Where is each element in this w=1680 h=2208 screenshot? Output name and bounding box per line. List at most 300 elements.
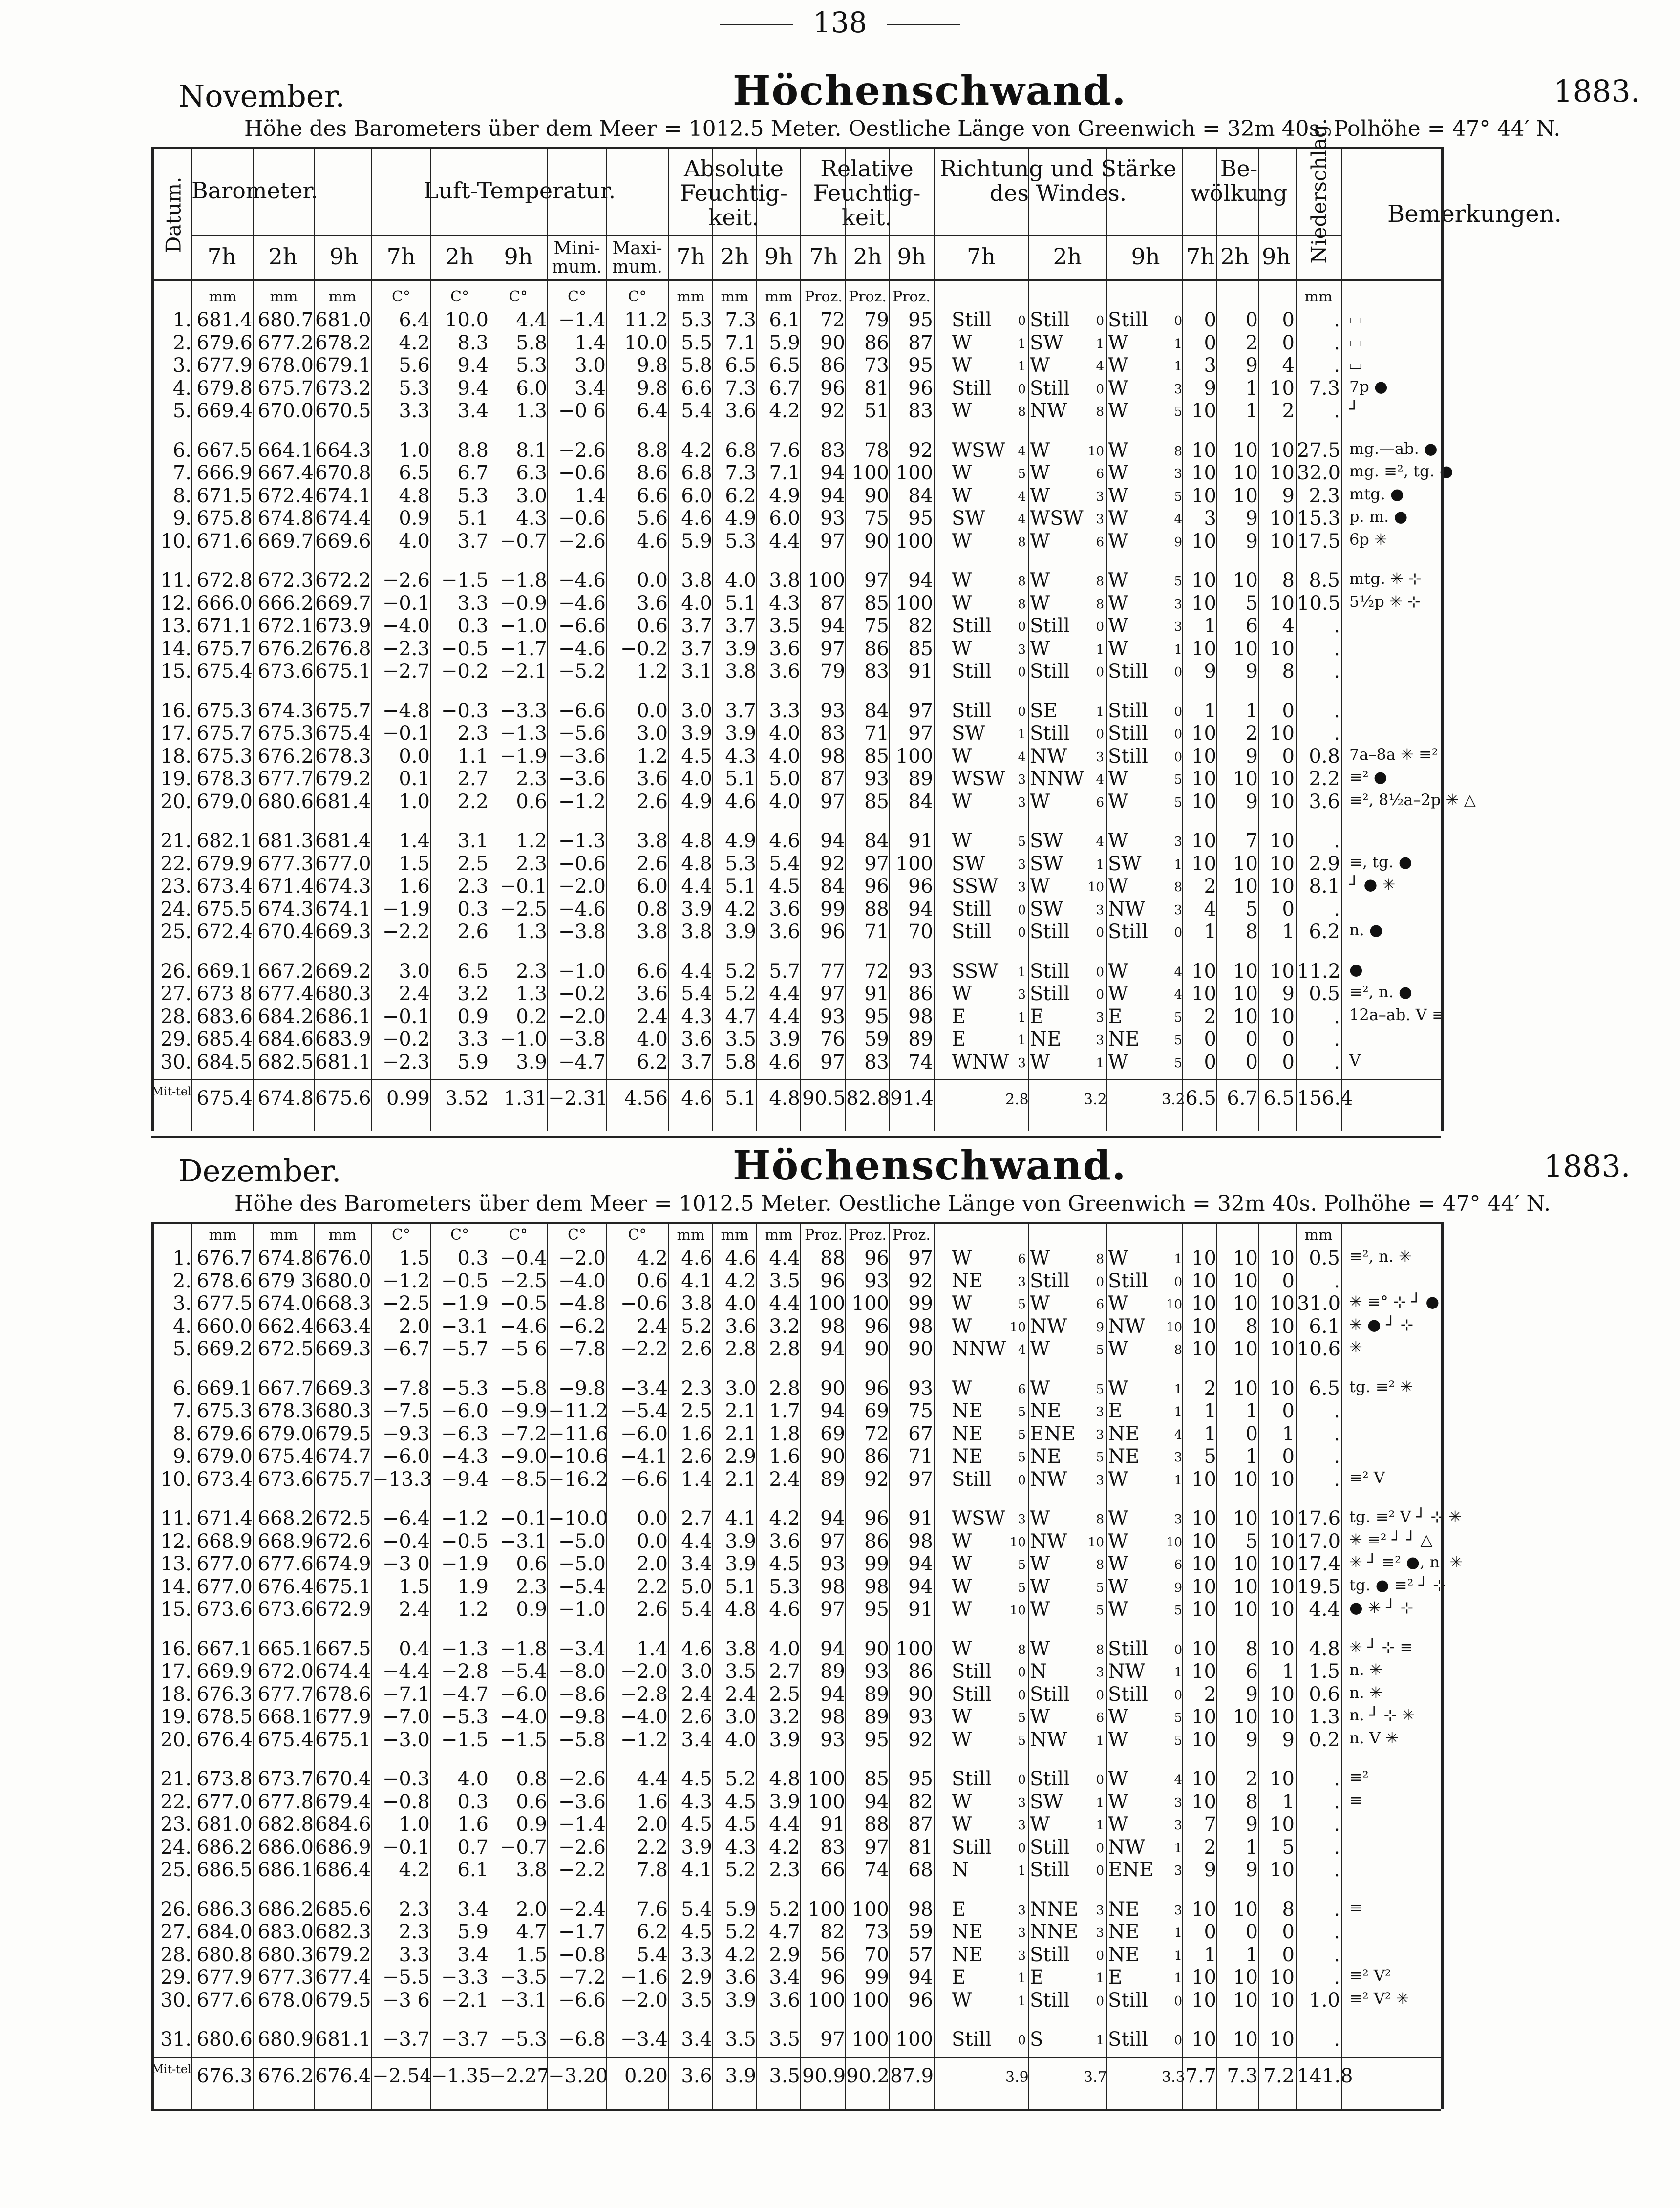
- table-cell: 57: [908, 1943, 933, 1966]
- remark: ● ✳ ┘ ⊹: [1349, 1598, 1414, 1617]
- table-cell: 98: [820, 1575, 845, 1598]
- remark: tg. ≡² V ┘ ⊹ ✳: [1349, 1507, 1462, 1526]
- row-date: 8.: [172, 1422, 191, 1445]
- table-cell: 2.0: [516, 1898, 547, 1921]
- column-rule: [1182, 1222, 1183, 2109]
- table-cell: 10.0: [624, 331, 668, 354]
- table-cell: 5.0: [681, 1575, 712, 1598]
- table-cell: 1: [1174, 1948, 1182, 1963]
- table-top-rule: [151, 1222, 1441, 1224]
- table-cell: 3: [1096, 1010, 1104, 1025]
- table-cell: 679.2: [315, 768, 371, 790]
- unit-label: Proz.: [893, 1226, 931, 1243]
- table-cell: N: [952, 1859, 969, 1881]
- table-cell: W: [1108, 354, 1128, 377]
- table-cell: 664.1: [257, 439, 314, 462]
- table-cell: 672.4: [257, 484, 314, 507]
- table-cell: 1: [1174, 1252, 1182, 1266]
- table-cell: S: [1030, 2028, 1043, 2051]
- table-cell: 0.6: [516, 1790, 547, 1813]
- table-cell: 4.6: [725, 790, 756, 813]
- table-cell: 0: [1282, 1028, 1295, 1050]
- table-cell: 2.0: [637, 1553, 668, 1575]
- table-cell: −4.0: [558, 1269, 606, 1292]
- table-cell: −4.8: [558, 1292, 606, 1315]
- table-cell: 2.9: [1309, 852, 1340, 875]
- table-cell: 3: [1018, 1795, 1026, 1810]
- table-cell: 0.6: [1309, 1683, 1340, 1706]
- table-cell: 90: [908, 1683, 933, 1706]
- table-cell: 4.5: [769, 875, 800, 898]
- remark: ┘ ● ✳: [1349, 875, 1396, 894]
- table-cell: NW: [1030, 400, 1067, 422]
- table-cell: 667.5: [196, 439, 253, 462]
- table-cell: 0: [1096, 1864, 1104, 1878]
- table-cell: 4.0: [769, 1637, 800, 1660]
- table-cell: 0: [1096, 1994, 1104, 2009]
- table-cell: .: [1334, 637, 1340, 660]
- table-cell: 4.3: [681, 1005, 712, 1028]
- header-time-t7: 7h: [967, 243, 996, 270]
- table-cell: 3.8: [725, 1637, 756, 1660]
- table-cell: 2: [1204, 1683, 1216, 1706]
- table-cell: W: [952, 1553, 972, 1575]
- table-cell: −2.6: [558, 530, 606, 553]
- remark: ●: [1349, 960, 1363, 979]
- table-cell: NW: [1030, 1530, 1067, 1553]
- table-cell: 681.4: [196, 309, 253, 331]
- table-cell: 1: [1174, 857, 1182, 872]
- table-cell: 99: [864, 1553, 889, 1575]
- table-cell: 7.3: [1309, 377, 1340, 400]
- table-cell: 59: [908, 1921, 933, 1943]
- table-cell: 2.6: [637, 852, 668, 875]
- table-cell: NE: [1108, 1898, 1140, 1921]
- table-cell: 10: [1270, 852, 1295, 875]
- table-cell: 10: [1233, 875, 1258, 898]
- table-cell: 95: [908, 507, 933, 530]
- table-cell: 1.2: [637, 660, 668, 683]
- table-cell: 89: [908, 768, 933, 790]
- mean-cell: 3.2: [1084, 1091, 1107, 1108]
- table-cell: 10: [1233, 1269, 1258, 1292]
- table-cell: SW: [1030, 852, 1063, 875]
- table-cell: 5.1: [725, 592, 756, 615]
- table-cell: −2.5: [499, 898, 547, 921]
- table-cell: −6.6: [558, 615, 606, 637]
- table-cell: 3: [1096, 1427, 1104, 1442]
- table-cell: .: [1334, 1898, 1340, 1921]
- unit-label: mm: [765, 288, 793, 305]
- table-cell: 100: [851, 1989, 889, 2012]
- remark: p. m. ●: [1349, 507, 1408, 526]
- table-cell: NE: [952, 1422, 983, 1445]
- table-cell: 75: [908, 1400, 933, 1422]
- table-cell: 2.6: [637, 1598, 668, 1621]
- table-cell: 8: [1096, 597, 1104, 612]
- table-cell: 5.8: [681, 354, 712, 377]
- table-cell: W: [1108, 637, 1128, 660]
- table-cell: 10: [1270, 530, 1295, 553]
- table-cell: 3.7: [681, 1050, 712, 1073]
- table-cell: −6.6: [620, 1468, 668, 1491]
- header-time-t7: 7h: [676, 243, 705, 270]
- table-cell: 670.0: [257, 400, 314, 422]
- table-cell: 1: [1245, 400, 1258, 422]
- table-cell: W: [952, 1315, 972, 1338]
- table-cell: 4.5: [681, 1813, 712, 1836]
- table-cell: 10: [1191, 1338, 1216, 1360]
- table-cell: W: [1030, 1553, 1050, 1575]
- table-cell: 3.3: [681, 1943, 712, 1966]
- table-cell: 3.4: [769, 1966, 800, 1989]
- table-cell: 94: [820, 1338, 845, 1360]
- table-cell: −0.4: [499, 1247, 547, 1269]
- table-cell: 674.1: [315, 484, 371, 507]
- table-cell: 681.4: [315, 790, 371, 813]
- table-cell: 2: [1204, 1836, 1216, 1859]
- table-cell: 0.0: [637, 569, 668, 592]
- table-cell: 3.1: [457, 830, 489, 852]
- table-cell: W: [952, 592, 972, 615]
- unit-label: C°: [628, 288, 647, 305]
- table-cell: 675.1: [315, 660, 371, 683]
- table-cell: 5.1: [725, 875, 756, 898]
- table-cell: 6: [1096, 795, 1104, 810]
- table-cell: −1.0: [499, 615, 547, 637]
- header-time-t2: 2h: [853, 243, 882, 270]
- table-cell: 10: [1270, 1005, 1295, 1028]
- table-cell: 3.9: [681, 898, 712, 921]
- table-cell: 3.8: [681, 921, 712, 943]
- table-cell: 2.4: [399, 1598, 430, 1621]
- row-date: 20.: [160, 790, 191, 813]
- table-cell: 1: [1018, 359, 1026, 374]
- table-cell: 669.2: [315, 960, 371, 983]
- table-cell: 1.5: [516, 1943, 547, 1966]
- table-cell: −5.5: [382, 1966, 430, 1989]
- table-cell: 2.3: [516, 1575, 547, 1598]
- column-rule: [889, 147, 890, 1131]
- table-cell: 1: [1204, 699, 1216, 722]
- table-cell: 2.6: [681, 1706, 712, 1728]
- table-cell: 0: [1282, 1400, 1295, 1422]
- table-cell: 676.8: [315, 637, 371, 660]
- table-cell: −0.8: [382, 1790, 430, 1813]
- table-cell: NE: [1030, 1028, 1062, 1050]
- table-cell: 3.4: [457, 1898, 489, 1921]
- table-cell: 1: [1096, 857, 1104, 872]
- table-cell: −1.7: [499, 637, 547, 660]
- table-cell: 10: [1233, 768, 1258, 790]
- row-date: 10.: [160, 1468, 191, 1491]
- table-cell: 10: [1191, 484, 1216, 507]
- row-date: 11.: [160, 1507, 191, 1530]
- table-cell: 0: [1096, 620, 1104, 634]
- table-cell: 3.9: [769, 1790, 800, 1813]
- table-cell: 10: [1191, 1315, 1216, 1338]
- table-cell: W: [1030, 1575, 1050, 1598]
- table-cell: −2.6: [558, 439, 606, 462]
- table-cell: 679.6: [196, 331, 253, 354]
- table-cell: NW: [1108, 1660, 1146, 1683]
- table-cell: 677.3: [257, 852, 314, 875]
- column-rule: [756, 147, 757, 1131]
- table-cell: 98: [908, 1530, 933, 1553]
- table-cell: 673.8: [196, 1768, 253, 1790]
- table-cell: 0.1: [399, 768, 430, 790]
- header-time-t2: 2h: [268, 243, 298, 270]
- table-cell: 0.0: [399, 745, 430, 768]
- table-cell: 9: [1245, 354, 1258, 377]
- table-cell: 3.8: [725, 660, 756, 683]
- table-cell: 95: [864, 1598, 889, 1621]
- table-cell: 0: [1204, 1028, 1216, 1050]
- table-cell: −1.2: [620, 1728, 668, 1751]
- table-cell: W: [1108, 462, 1128, 484]
- row-date: 13.: [160, 1553, 191, 1575]
- table-cell: 2.1: [725, 1422, 756, 1445]
- table-cell: 8: [1096, 1642, 1104, 1657]
- column-rule: [1028, 1222, 1029, 2109]
- table-cell: 3.9: [725, 921, 756, 943]
- table-cell: 5: [1096, 1450, 1104, 1465]
- table-cell: 681.3: [257, 830, 314, 852]
- table-cell: 0.6: [637, 615, 668, 637]
- table-cell: 10: [1191, 1507, 1216, 1530]
- table-cell: 0: [1174, 750, 1182, 765]
- table-cell: 1: [1204, 1400, 1216, 1422]
- table-cell: 97: [820, 1598, 845, 1621]
- mean-cell: 3.2: [1162, 1091, 1185, 1108]
- table-cell: 4.6: [725, 1247, 756, 1269]
- table-cell: 5.9: [681, 530, 712, 553]
- unit-label: mm: [328, 1226, 357, 1243]
- table-cell: −3.7: [382, 2028, 430, 2051]
- table-cell: 1.4: [681, 1468, 712, 1491]
- table-cell: 683.9: [315, 1028, 371, 1050]
- table-cell: 97: [820, 2028, 845, 2051]
- table-cell: 90: [820, 331, 845, 354]
- table-cell: 2.7: [681, 1507, 712, 1530]
- table-cell: 672.5: [257, 1338, 314, 1360]
- table-cell: 3.9: [769, 1028, 800, 1050]
- table-cell: 685.6: [315, 1898, 371, 1921]
- unit-label: C°: [392, 1226, 410, 1243]
- table-cell: 10: [1270, 1247, 1295, 1269]
- table-cell: 682.3: [315, 1921, 371, 1943]
- table-cell: 4.2: [769, 1836, 800, 1859]
- table-cell: 0: [1174, 1642, 1182, 1657]
- unit-label: mm: [270, 1226, 298, 1243]
- mean-label: Mit-tel: [151, 2062, 191, 2076]
- row-date: 15.: [160, 660, 191, 683]
- table-cell: 679 3: [257, 1269, 314, 1292]
- table-cell: .: [1334, 1836, 1340, 1859]
- mean-cell: 676.2: [257, 2064, 314, 2087]
- table-cell: 94: [820, 615, 845, 637]
- table-cell: 680.7: [257, 309, 314, 331]
- table-cell: 0.6: [516, 1553, 547, 1575]
- table-cell: W: [1030, 1637, 1050, 1660]
- table-cell: −5.4: [499, 1660, 547, 1683]
- table-cell: 4.6: [681, 507, 712, 530]
- remark: 7a–8a ✳ ≡²: [1349, 745, 1438, 764]
- table-cell: 1: [1245, 1943, 1258, 1966]
- column-rule: [845, 1222, 846, 2109]
- table-cell: 4.0: [681, 592, 712, 615]
- unit-label: mm: [270, 288, 298, 305]
- table-cell: 0: [1204, 1921, 1216, 1943]
- row-date: 15.: [160, 1598, 191, 1621]
- table-cell: −2.0: [620, 1660, 668, 1683]
- table-cell: 0: [1174, 925, 1182, 940]
- table-top-rule: [151, 147, 1441, 149]
- table-cell: 2.1: [725, 1468, 756, 1491]
- table-cell: 686.3: [196, 1898, 253, 1921]
- table-cell: 1: [1018, 1864, 1026, 1878]
- table-cell: 3.9: [769, 1728, 800, 1751]
- table-cell: 676.2: [257, 745, 314, 768]
- table-cell: 0: [1096, 1773, 1104, 1787]
- table-cell: 676.4: [257, 1575, 314, 1598]
- table-cell: −2.0: [558, 1247, 606, 1269]
- table-cell: 8: [1096, 1558, 1104, 1572]
- table-cell: 94: [908, 1966, 933, 1989]
- table-cell: 8: [1282, 569, 1295, 592]
- table-cell: 4.0: [769, 722, 800, 745]
- table-cell: 99: [864, 1966, 889, 1989]
- table-cell: 667.5: [315, 1637, 371, 1660]
- table-cell: W: [1030, 462, 1050, 484]
- table-cell: Still: [1108, 722, 1148, 745]
- table-cell: 10: [1233, 960, 1258, 983]
- table-cell: 1: [1204, 921, 1216, 943]
- table-cell: 87: [820, 592, 845, 615]
- table-cell: 680.0: [315, 1269, 371, 1292]
- table-cell: 7.1: [769, 462, 800, 484]
- table-cell: 1.4: [399, 830, 430, 852]
- table-cell: 3: [1174, 1512, 1182, 1527]
- table-cell: 100: [895, 592, 933, 615]
- row-date: 25.: [160, 921, 191, 943]
- table-cell: 7.6: [769, 439, 800, 462]
- table-cell: 5: [1174, 795, 1182, 810]
- table-cell: −3.3: [499, 699, 547, 722]
- table-cell: N: [1030, 1660, 1047, 1683]
- mean-rule: [151, 1079, 1441, 1080]
- table-cell: 2: [1282, 400, 1295, 422]
- table-cell: 72: [864, 960, 889, 983]
- table-cell: 1: [1174, 336, 1182, 351]
- table-cell: 4.2: [399, 331, 430, 354]
- table-cell: .: [1334, 2028, 1340, 2051]
- table-cell: 1.6: [457, 1813, 489, 1836]
- table-cell: 10: [1166, 1535, 1182, 1550]
- mean-cell: 141.8: [1297, 2064, 1353, 2087]
- table-cell: 2.6: [637, 790, 668, 813]
- table-cell: 5.3: [725, 852, 756, 875]
- table-cell: 87: [908, 331, 933, 354]
- table-cell: 2.4: [769, 1468, 800, 1491]
- table-cell: 4: [1174, 1427, 1182, 1442]
- table-cell: 3.4: [457, 400, 489, 422]
- table-cell: −10.6: [548, 1445, 608, 1468]
- table-cell: 669.1: [196, 960, 253, 983]
- table-cell: 1: [1282, 1790, 1295, 1813]
- table-cell: 4: [1018, 1343, 1026, 1357]
- table-cell: 3.0: [681, 1660, 712, 1683]
- table-cell: 56: [820, 1943, 845, 1966]
- table-cell: 99: [908, 1292, 933, 1315]
- table-cell: 3: [1174, 1818, 1182, 1833]
- column-rule: [1296, 147, 1297, 1131]
- column-rule: [1296, 1222, 1297, 2109]
- table-cell: 4.3: [725, 745, 756, 768]
- table-cell: 679.2: [315, 1943, 371, 1966]
- table-cell: −0.6: [558, 462, 606, 484]
- remark: 12a–ab. V ≡: [1349, 1005, 1445, 1024]
- table-cell: NW: [1108, 1315, 1146, 1338]
- table-cell: −2.2: [620, 1338, 668, 1360]
- table-cell: 88: [864, 1813, 889, 1836]
- table-cell: −3.6: [558, 768, 606, 790]
- table-cell: 4.1: [681, 1269, 712, 1292]
- header-bottom-rule: [151, 279, 1441, 281]
- table-cell: W: [1108, 1050, 1128, 1073]
- table-cell: 4: [1096, 772, 1104, 787]
- table-cell: NE: [952, 1269, 983, 1292]
- table-cell: 3.9: [725, 637, 756, 660]
- table-cell: −3 6: [382, 1989, 430, 2012]
- table-cell: 4.0: [399, 530, 430, 553]
- table-cell: 3: [1204, 507, 1216, 530]
- table-cell: 5.4: [681, 1598, 712, 1621]
- header-datum: Datum.: [161, 176, 186, 253]
- table-cell: 88: [820, 1247, 845, 1269]
- column-rule: [889, 1222, 890, 2109]
- table-cell: 0: [1282, 331, 1295, 354]
- table-cell: 3: [1174, 467, 1182, 481]
- table-cell: −0.1: [382, 1836, 430, 1859]
- table-cell: −10.0: [548, 1507, 608, 1530]
- row-date: 14.: [160, 637, 191, 660]
- table-cell: W: [1108, 439, 1128, 462]
- table-cell: 10: [1191, 1575, 1216, 1598]
- remark: n. ●: [1349, 921, 1383, 939]
- table-cell: 3: [1018, 987, 1026, 1002]
- unit-label: C°: [509, 1226, 528, 1243]
- table-cell: 1: [1096, 336, 1104, 351]
- table-cell: 3.6: [637, 592, 668, 615]
- table-cell: 8: [1245, 1790, 1258, 1813]
- table-cell: 2.3: [516, 852, 547, 875]
- table-cell: 5.2: [725, 1921, 756, 1943]
- table-cell: 5.8: [725, 1050, 756, 1073]
- table-cell: 97: [820, 637, 845, 660]
- table-cell: 10: [1191, 637, 1216, 660]
- table-cell: 89: [908, 1028, 933, 1050]
- row-date: 6.: [172, 439, 191, 462]
- table-cell: 1.4: [574, 484, 606, 507]
- table-cell: 10: [1270, 592, 1295, 615]
- table-cell: 10: [1191, 768, 1216, 790]
- table-cell: 3.8: [637, 830, 668, 852]
- table-cell: 672.0: [257, 1660, 314, 1683]
- table-cell: 77: [820, 960, 845, 983]
- table-cell: 93: [820, 1728, 845, 1751]
- table-cell: −2.1: [499, 660, 547, 683]
